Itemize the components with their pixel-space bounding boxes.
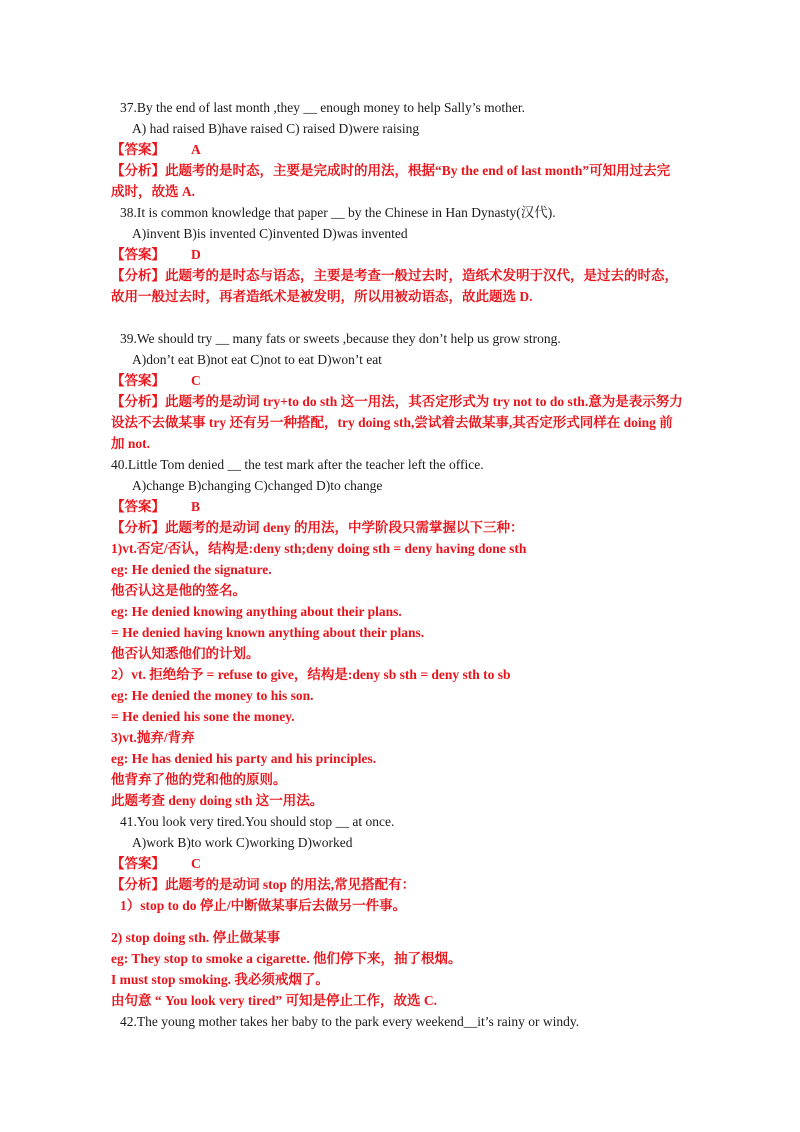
answer-letter: A bbox=[191, 142, 201, 157]
question-40-analysis-line: 1)vt.否定/否认，结构是:deny sth;deny doing sth = deny having done sth bbox=[111, 541, 527, 556]
question-39-analysis-line: 设法不去做某事 try 还有另一种搭配，try doing sth,尝试着去做某事,其否定形式同样在 doing 前 bbox=[111, 415, 673, 430]
question-40-analysis-line: 此题考查 deny doing sth 这一用法。 bbox=[111, 793, 324, 808]
question-40-analysis-line: 他背弃了他的党和他的原则。 bbox=[111, 772, 287, 787]
question-37-analysis-line: 成时，故选 A. bbox=[111, 184, 195, 199]
question-41-analysis-line: 由句意 “ You look very tired” 可知是停止工作，故选 C. bbox=[111, 993, 437, 1008]
question-40-analysis-line: = He denied having known anything about their plans. bbox=[111, 625, 425, 640]
question-41-answer bbox=[111, 855, 201, 873]
question-39-analysis-line: 【分析】此题考的是动词 try+to do sth 这一用法，其否定形式为 try not to do sth.意为是表示努力 bbox=[111, 394, 683, 409]
answer-letter: D bbox=[191, 247, 201, 262]
question-39-answer bbox=[111, 372, 201, 390]
question-42: 42.The young mother takes her baby to the park every weekend__it’s rainy or windy. bbox=[120, 1014, 580, 1029]
question-38-analysis-line: 故用一般过去时，再者造纸术是被发明，所以用被动语态，故此题选 D. bbox=[111, 289, 533, 304]
question-41-analysis-line: 【分析】此题考的是动词 stop 的用法,常见搭配有： bbox=[111, 877, 416, 892]
question-40-analysis-line: 他否认这是他的签名。 bbox=[111, 583, 246, 598]
question-39-analysis-line: 加 not. bbox=[111, 436, 151, 451]
question-41-analysis-line: 1）stop to do 停止/中断做某事后去做另一件事。 bbox=[120, 898, 407, 913]
question-38-options: A)invent B)is invented C)invented D)was invented bbox=[132, 226, 408, 241]
question-38-answer bbox=[111, 246, 201, 264]
answer-label: 【答案】 bbox=[111, 142, 165, 157]
question-41-options: A)work B)to work C)working D)worked bbox=[132, 835, 353, 850]
answer-label: 【答案】 bbox=[111, 499, 165, 514]
question-41: 41.You look very tired.You should stop __ at once. bbox=[120, 814, 395, 829]
question-37-analysis-line: 【分析】此题考的是时态，主要是完成时的用法，根据“By the end of last month”可知用过去完 bbox=[111, 163, 671, 178]
answer-label: 【答案】 bbox=[111, 247, 165, 262]
question-41-analysis-line: 2) stop doing sth. 停止做某事 bbox=[111, 930, 281, 945]
question-40-analysis-line: 【分析】此题考的是动词 deny 的用法，中学阶段只需掌握以下三种： bbox=[111, 520, 524, 535]
question-40-analysis-line: eg: He has denied his party and his principles. bbox=[111, 751, 377, 766]
question-40-options: A)change B)changing C)changed D)to change bbox=[132, 478, 383, 493]
question-40-analysis-line: eg: He denied the money to his son. bbox=[111, 688, 314, 703]
question-40: 40.Little Tom denied __ the test mark after the teacher left the office. bbox=[111, 457, 484, 472]
question-39: 39.We should try __ many fats or sweets ,because they don’t help us grow strong. bbox=[120, 331, 561, 346]
question-40-analysis-line: eg: He denied knowing anything about their plans. bbox=[111, 604, 402, 619]
answer-label: 【答案】 bbox=[111, 856, 165, 871]
question-41-analysis-line: I must stop smoking. 我必须戒烟了。 bbox=[111, 972, 329, 987]
question-40-analysis-line: 3)vt.抛弃/背弃 bbox=[111, 730, 195, 745]
question-37-answer bbox=[111, 141, 201, 159]
question-38: 38.It is common knowledge that paper __ by the Chinese in Han Dynasty(汉代). bbox=[120, 205, 556, 220]
question-37-options: A) had raised B)have raised C) raised D)were raising bbox=[132, 121, 420, 136]
question-40-answer bbox=[111, 498, 200, 516]
answer-letter: C bbox=[191, 373, 201, 388]
question-37: 37.By the end of last month ,they __ enough money to help Sally’s mother. bbox=[120, 100, 525, 115]
question-40-analysis-line: 2）vt. 拒绝给予 = refuse to give，结构是:deny sb sth = deny sth to sb bbox=[111, 667, 511, 682]
answer-letter: C bbox=[191, 856, 201, 871]
answer-letter: B bbox=[191, 499, 201, 514]
question-38-analysis-line: 【分析】此题考的是时态与语态，主要是考查一般过去时，造纸术发明于汉代，是过去的时态， bbox=[111, 268, 678, 283]
question-40-analysis-line: eg: He denied the signature. bbox=[111, 562, 272, 577]
question-40-analysis-line: = He denied his sone the money. bbox=[111, 709, 295, 724]
answer-label: 【答案】 bbox=[111, 373, 165, 388]
question-40-analysis-line: 他否认知悉他们的计划。 bbox=[111, 646, 260, 661]
question-41-analysis-line: eg: They stop to smoke a cigarette. 他们停下来，抽了根烟。 bbox=[111, 951, 462, 966]
question-39-options: A)don’t eat B)not eat C)not to eat D)won’t eat bbox=[132, 352, 382, 367]
